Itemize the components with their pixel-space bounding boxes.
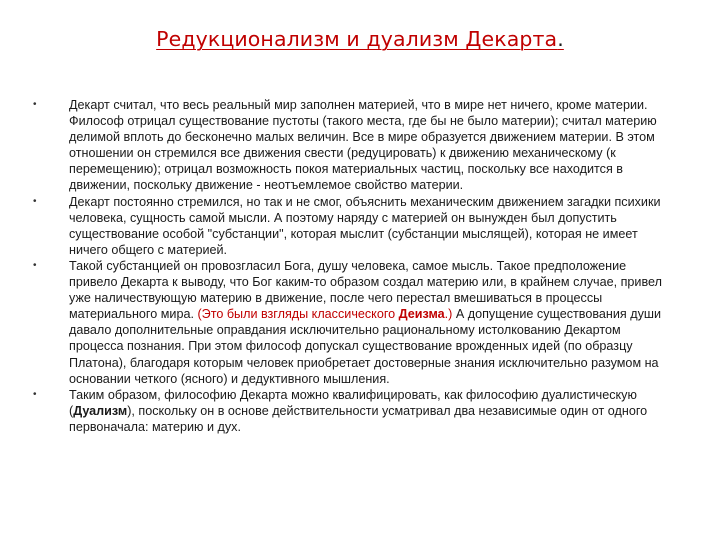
bullet-icon: • <box>33 195 37 207</box>
slide-title-period: . <box>557 27 564 51</box>
bullet-text: Такой субстанцией он провозгласил Бога, душу человека, самое мысль. Такое предположение привело Декарта к выводу, что Бог каким-то образом создал материю или, в крайнем случае, привел уже наличествующую материю в движение, после чего перестал вмешиваться в процессы материального мира. <box>69 258 662 322</box>
bullet-text-end: ), поскольку он в основе действительности усматривал два независимые один от одного первоначала: материю и дух. <box>69 403 648 434</box>
bullet-icon: • <box>33 388 37 400</box>
slide-title <box>0 27 720 51</box>
bullet-text: Таким образом, философию Декарта можно квалифицировать, как философию дуалистическую ( <box>69 387 637 418</box>
dualism-term: Дуализм <box>73 403 128 418</box>
bullet-text-continued: А допущение существования души давало дополнительные оправдания исключительно рациональному истолкованию Декартом процесса познания. При этом философ допускал существование врожденных идей (по образцу Платона), благодаря которым человек приобретает достоверные знания исключительно разумом на основании четкого (ясного) и дедуктивного мышления. <box>69 307 662 386</box>
bullet-item-god-soul <box>33 258 669 387</box>
deism-note <box>197 307 452 321</box>
deism-term: Деизма <box>398 307 445 322</box>
bullet-item-matter <box>33 97 669 194</box>
deism-note-close: .) <box>444 307 453 322</box>
bullet-item-dualism <box>33 387 669 435</box>
bullet-list <box>0 97 720 435</box>
bullet-icon: • <box>33 259 37 271</box>
bullet-text: Декарт постоянно стремился, но так и не смог, объяснить механическим движением загадки психики человека, сущность самой мысли. А поэтому наряду с материей он вынужден был допустить существование особой "субстанции", которая мыслит (субстанции мыслящей), которая не имеет ничего общего с материей. <box>69 194 661 257</box>
deism-note-open: (Это были взгляды классического <box>197 307 399 322</box>
bullet-text: Декарт считал, что весь реальный мир заполнен материей, что в мире нет ничего, кроме материи. Философ отрицал существование пустоты (такого места, где бы не было материи); считал материю делимой вплоть до бесконечно малых величин. Все в мире образуется движением материи. В этом отношении он стремился все движения свести (редуцировать) к движению механическому (к перемещению); отрицал возможность покоя материальных частиц, поскольку все находится в движении, поскольку движение - неотъемлемое свойство материи. <box>69 98 657 193</box>
slide-title-text: Редукционализм и дуализм Декарта <box>156 27 558 51</box>
bullet-icon: • <box>33 99 37 110</box>
bullet-item-thinking-substance <box>33 194 669 258</box>
